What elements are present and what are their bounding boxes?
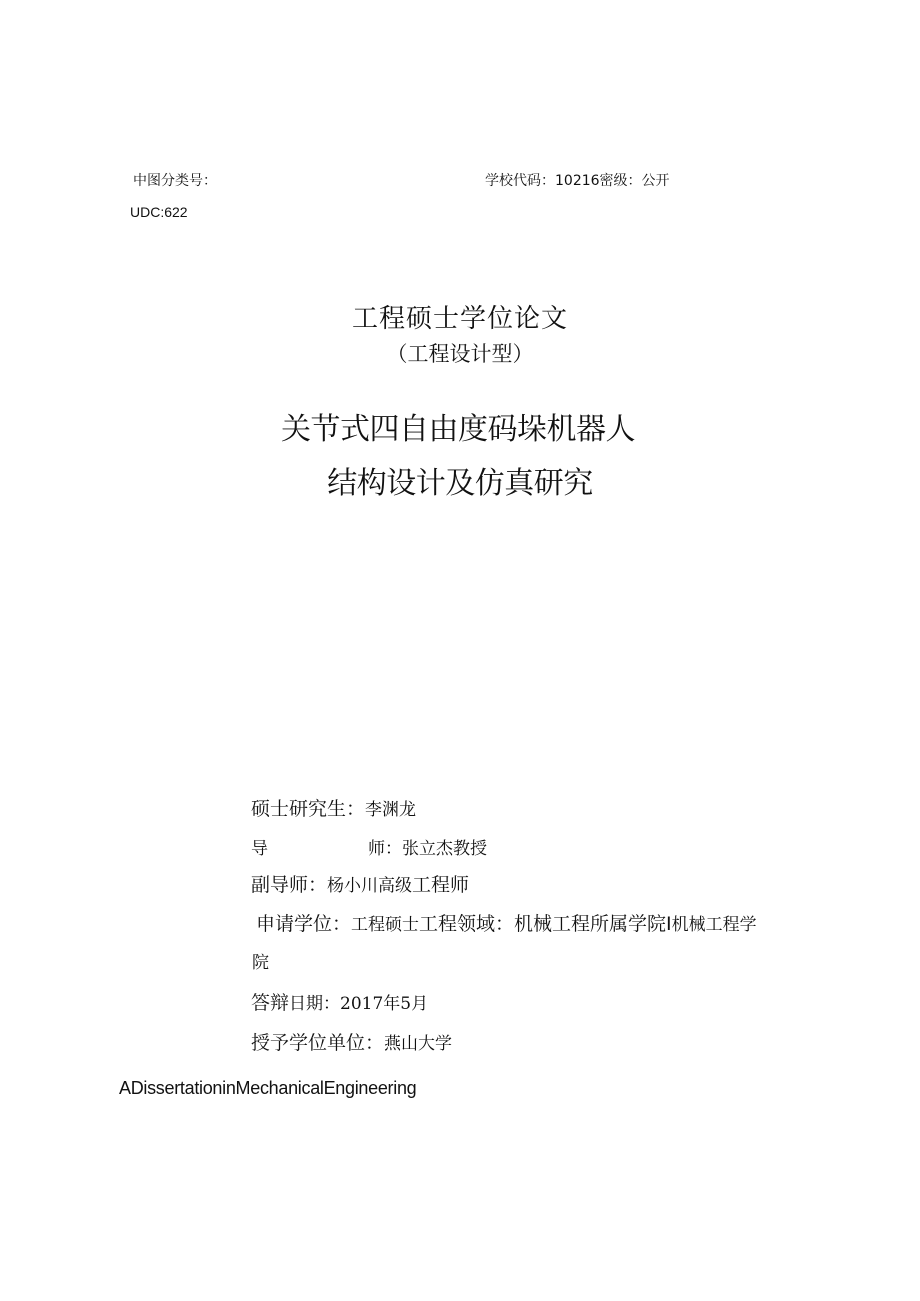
field-and-college-label: 工程领域：机械工程所属学院I — [419, 913, 672, 935]
thesis-title-line-2: 结构设计及仿真研究 — [327, 466, 593, 501]
advisor-name: 张立杰教授 — [402, 839, 487, 859]
school-code-and-secrecy: 学校代码：10216密级：公开 — [485, 173, 670, 189]
coadvisor-name: 杨小川高级 — [327, 876, 413, 896]
college-value-continuation: 院 — [252, 953, 269, 973]
thesis-title-line-1: 关节式四自由度码垛机器人 — [281, 412, 635, 447]
udc-code: UDC:622 — [130, 204, 188, 220]
degree-type-heading: 工程硕士学位论文 — [351, 304, 568, 334]
advisor-label-part-2: 师： — [368, 839, 402, 859]
classification-number-label: 中图分类号： — [133, 173, 217, 189]
defense-date-label-2: 日期： — [289, 994, 341, 1014]
college-continuation-row — [252, 948, 269, 973]
student-name: 李渊龙 — [365, 800, 417, 820]
degree-label: 申请学位： — [256, 913, 352, 935]
defense-date-row — [251, 988, 428, 1015]
granting-institution-row — [251, 1028, 452, 1055]
coadvisor-label: 副导师： — [251, 874, 328, 896]
student-label: 硕士研究生： — [251, 798, 366, 820]
defense-date-label: 答辩 — [251, 992, 290, 1014]
college-value: 机械工程学 — [671, 915, 757, 935]
advisor-row — [251, 834, 487, 859]
advisor-label-part-1: 导 — [251, 839, 268, 859]
coadvisor-row — [251, 870, 469, 897]
coadvisor-title: 工程师 — [412, 874, 470, 896]
english-dissertation-title: ADissertationinMechanicalEngineering — [119, 1078, 417, 1098]
degree-subtype-heading: （工程设计型） — [386, 342, 534, 366]
granting-institution-value: 燕山大学 — [384, 1034, 453, 1054]
granting-institution-label: 授予学位单位： — [251, 1032, 385, 1054]
degree-value: 工程硕士 — [351, 915, 420, 935]
defense-date-value: 2017年5月 — [340, 994, 429, 1014]
degree-field-college-row — [256, 909, 757, 936]
student-row — [251, 794, 416, 821]
